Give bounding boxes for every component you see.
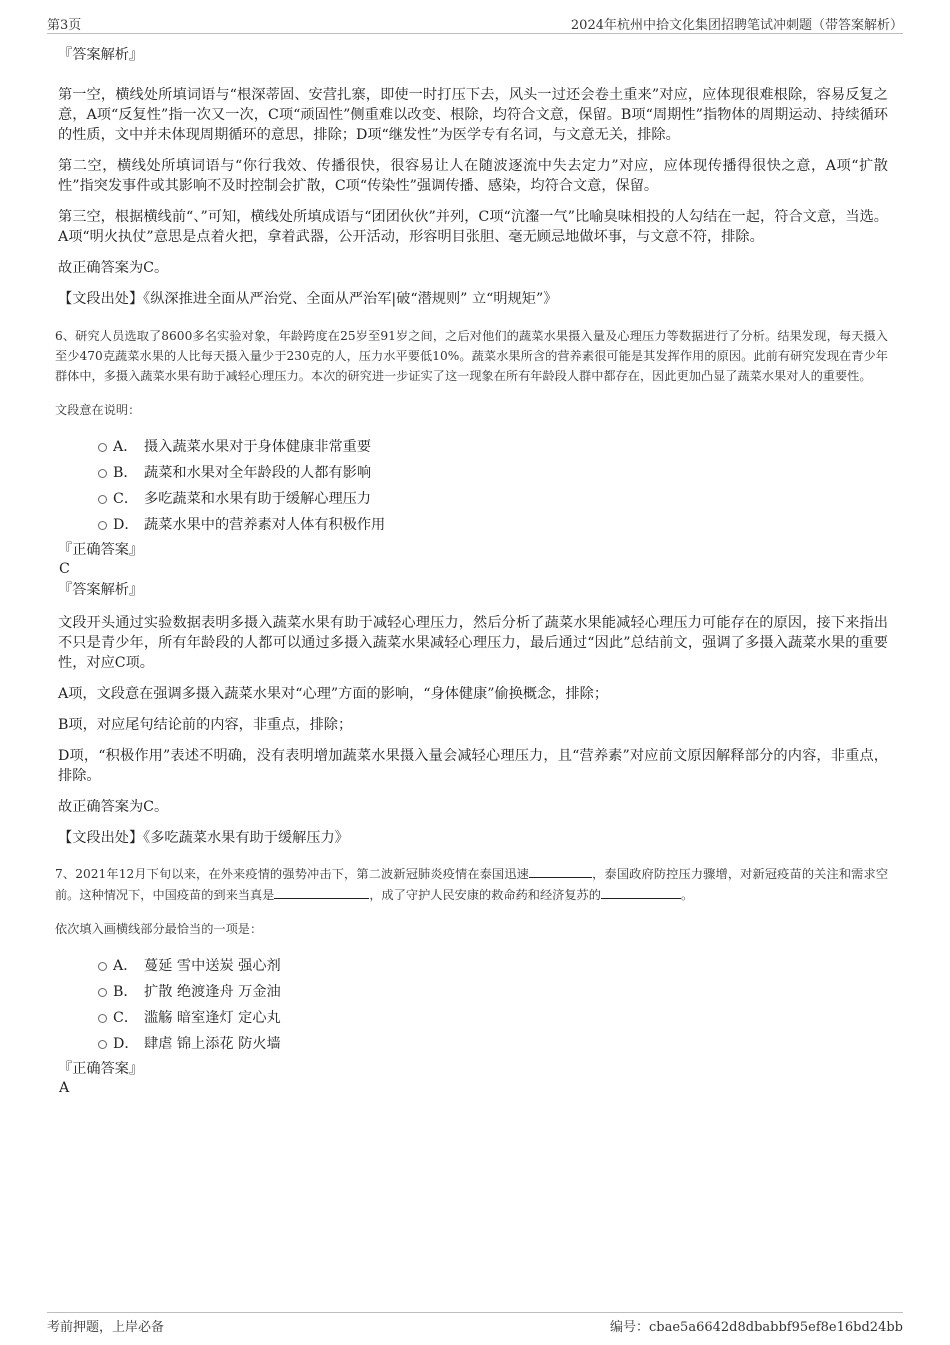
- q5-analysis-para3: 第三空，根据横线前“、”可知，横线处所填成语与“团团伙伙”并列，C项“沆瀣一气”比喻臭味相投的人勾结在一起，符合文意，当选。A项“明火执仗”意思是点着火把，拿着武器，公开活动，形容明目张胆、毫无顾忌地做坏事，与文意不符，排除。: [58, 209, 888, 245]
- document-code: 编号：cbae5a6642d8dbabbf95ef8e16bd24bb: [610, 1320, 903, 1335]
- q7-option-c[interactable]: [58, 1005, 888, 1031]
- radio-icon[interactable]: [98, 962, 107, 971]
- option-letter: C．: [113, 1010, 139, 1026]
- document-title: 2024年杭州中拾文化集团招聘笔试冲刺题（带答案解析）: [570, 18, 903, 33]
- q6-conclusion: 故正确答案为C。: [58, 799, 169, 815]
- q7-answer: A: [59, 1080, 70, 1096]
- q6-answer-label: 『正确答案』: [58, 542, 144, 558]
- radio-icon[interactable]: [98, 1040, 107, 1049]
- q7-option-d[interactable]: [58, 1031, 888, 1057]
- blank-3: [601, 884, 681, 899]
- q6-options: [58, 434, 888, 538]
- option-text: 蔬菜水果中的营养素对人体有积极作用: [144, 517, 386, 533]
- q5-conclusion: 故正确答案为C。: [58, 260, 169, 276]
- q6-analysis-para3: B项，对应尾句结论前的内容，非重点，排除；: [58, 717, 353, 733]
- radio-icon[interactable]: [98, 521, 107, 530]
- page-footer: [47, 1312, 903, 1335]
- radio-icon[interactable]: [98, 988, 107, 997]
- q7-option-b[interactable]: [58, 979, 888, 1005]
- option-letter: B．: [113, 984, 138, 1000]
- option-letter: D．: [113, 517, 139, 533]
- q7-answer-label: 『正确答案』: [58, 1061, 144, 1077]
- q7-stem: [55, 863, 888, 905]
- option-text: 滥觞 暗室逢灯 定心丸: [144, 1010, 281, 1026]
- footer-slogan: 考前押题，上岸必备: [47, 1320, 165, 1335]
- q5-analysis-para1: 第一空，横线处所填词语与“根深蒂固、安营扎寨，即使一时打压下去，风头一过还会卷土重来”对应，应体现很难根除，容易反复之意，A项“反复性”指一次又一次，C项“顽固性”侧重难以改变、根除，均符合文意，保留。B项“周期性”指物体的周期运动、持续循环的性质，文中并未体现周期循环的意思，排除；D项“继发性”为医学专有名词，与文意无关，排除。: [58, 87, 888, 143]
- q7-prompt: 依次填入画横线部分最恰当的一项是：: [55, 922, 263, 936]
- option-text: 多吃蔬菜和水果有助于缓解心理压力: [144, 491, 372, 507]
- q7-stem-part1: 7、2021年12月下旬以来，在外来疫情的强势冲击下，第二波新冠肺炎疫情在泰国迅速: [55, 867, 530, 881]
- page-number: 第3页: [47, 18, 82, 33]
- option-letter: C．: [113, 491, 139, 507]
- q6-analysis-para4: D项，“积极作用”表述不明确，没有表明增加蔬菜水果摄入量会减轻心理压力，且“营养素”对应前文原因解释部分的内容，非重点，排除。: [58, 748, 888, 784]
- q7-options: [58, 953, 888, 1057]
- blank-1: [529, 863, 592, 878]
- q6-option-a[interactable]: [58, 434, 888, 460]
- q5-analysis-para2: 第二空，横线处所填词语与“你行我效、传播很快，很容易让人在随波逐流中失去定力”对应，应体现传播得很快之意，A项“扩散性”指突发事件或其影响不及时控制会扩散，C项“传染性”强调传播、感染，均符合文意，保留。: [58, 158, 888, 194]
- option-text: 蔬菜和水果对全年龄段的人都有影响: [144, 465, 372, 481]
- radio-icon[interactable]: [98, 495, 107, 504]
- q6-analysis-para2: A项，文段意在强调多摄入蔬菜水果对“心理”方面的影响，“身体健康”偷换概念，排除；: [58, 686, 609, 702]
- option-text: 蔓延 雪中送炭 强心剂: [144, 958, 281, 974]
- page-content: [55, 40, 889, 1098]
- blank-2: [274, 884, 369, 899]
- option-letter: D．: [113, 1036, 139, 1052]
- q6-source: 【文段出处】《多吃蔬菜水果有助于缓解压力》: [58, 830, 349, 846]
- q6-option-b[interactable]: [58, 460, 888, 486]
- option-text: 摄入蔬菜水果对于身体健康非常重要: [144, 439, 372, 455]
- option-letter: A．: [113, 439, 138, 455]
- option-text: 扩散 绝渡逢舟 万金油: [144, 984, 281, 1000]
- q6-option-d[interactable]: [58, 512, 888, 538]
- q7-stem-part2: ，泰国政府防控压力骤增，对新冠疫苗的关注和需求空前。这种情况下，中国疫苗的到来当真是: [55, 867, 889, 902]
- q7-stem-part3: ，成了守护人民安康的救命药和经济复苏的: [369, 888, 601, 902]
- q5-source: 【文段出处】《纵深推进全面从严治党、全面从严治军|破“潜规则” 立“明规矩”》: [58, 291, 558, 307]
- option-text: 肆虐 锦上添花 防火墙: [144, 1036, 281, 1052]
- page-header: [47, 13, 903, 34]
- radio-icon[interactable]: [98, 469, 107, 478]
- q6-option-c[interactable]: [58, 486, 888, 512]
- radio-icon[interactable]: [98, 443, 107, 452]
- q6-stem: 6、研究人员选取了8600多名实验对象，年龄跨度在25岁至91岁之间，之后对他们的蔬菜水果摄入量及心理压力等数据进行了分析。结果发现，每天摄入至少470克蔬菜水果的人比每天摄入量少于230克的人，压力水平要低10%。蔬菜水果所含的营养素很可能是其发挥作用的原因。此前有研究发现在青少年群体中，多摄入蔬菜水果有助于减轻心理压力。本次的研究进一步证实了这一现象在所有年龄段人群中都存在，因此更加凸显了蔬菜水果对人的重要性。: [55, 329, 888, 383]
- q6-answer: C: [59, 561, 70, 577]
- q7-option-a[interactable]: [58, 953, 888, 979]
- option-letter: A．: [113, 958, 138, 974]
- q6-prompt: 文段意在说明：: [55, 403, 141, 417]
- option-letter: B．: [113, 465, 138, 481]
- radio-icon[interactable]: [98, 1014, 107, 1023]
- q6-analysis-label: 『答案解析』: [58, 582, 144, 598]
- q7-stem-part4: 。: [680, 888, 694, 902]
- q6-analysis-para1: 文段开头通过实验数据表明多摄入蔬菜水果有助于减轻心理压力，然后分析了蔬菜水果能减轻心理压力可能存在的原因，接下来指出不只是青少年，所有年龄段的人都可以通过多摄入蔬菜水果减轻心理压力，最后通过“因此”总结前文，强调了多摄入蔬菜水果的重要性，对应C项。: [58, 615, 888, 671]
- q5-analysis-label: 『答案解析』: [58, 47, 144, 63]
